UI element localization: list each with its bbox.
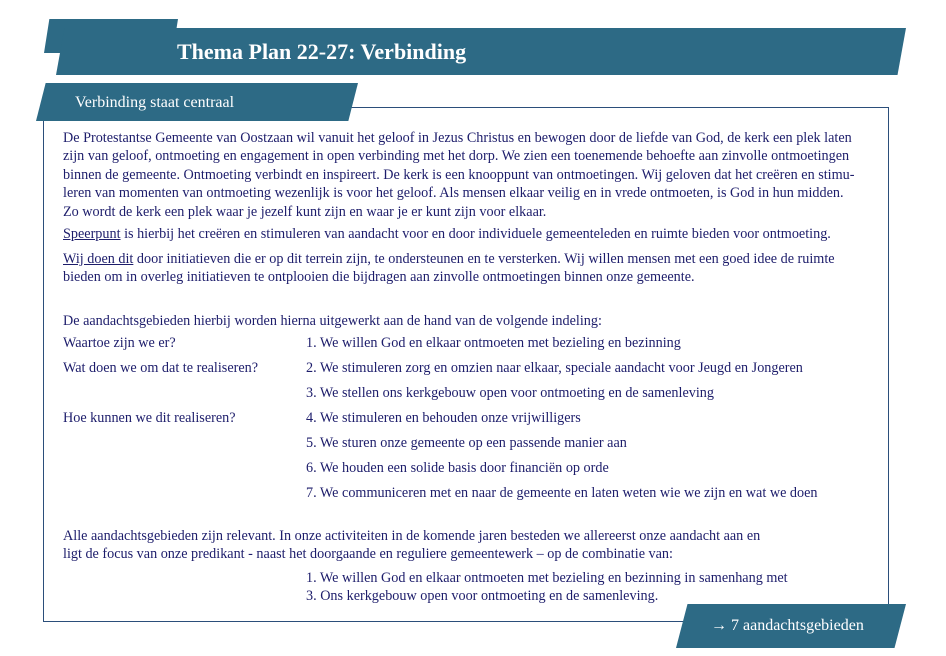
intro-line: De Protestantse Gemeente van Oostzaan wil vanuit het geloof in Jezus Christus en bewogen door de liefde van God, de kerk een plek laten [63,130,852,146]
intro-line: zijn van geloof, ontmoeting en engagement in open verbinding met het dorp. We zien een toenemende behoefte aan zinvolle ontmoetingen [63,148,850,165]
indeling-intro: De aandachtsgebieden hierbij worden hierna uitgewerkt aan de hand van de volgende indeling: [63,313,602,329]
area-item: 5. We sturen onze gemeente op een passende manier aan [306,435,627,451]
conclusion-line: ligt de focus van onze predikant - naast het doorgaande en reguliere gemeentewerk – op de combinatie van: [63,546,673,563]
intro-line: leren van momenten van ontmoeting wezenlijk is voor het geloof. Als mensen elkaar veilig en in vrede ontmoeten, is God in hun midden. [63,185,844,202]
aandachtsgebieden-button-label[interactable]: → 7 aandachtsgebieden [711,617,864,634]
question-waartoe: Waartoe zijn we er? [63,335,176,351]
section-label: Verbinding staat centraal [75,94,235,111]
question-hoe: Hoe kunnen we dit realiseren? [63,410,236,426]
area-item: 3. We stellen ons kerkgebouw open voor ontmoeting en de samenleving [306,385,714,401]
wij-doen-text-line2: bieden om in overleg initiatieven te ontplooien die bijdragen aan zinvolle ontmoetingen binnen onze gemeente. [63,269,695,286]
speerpunt-text: is hierbij het creëren en stimuleren van aandacht voor en door individuele gemeenteleden en ruimte bieden voor ontmoeting. [120,226,831,242]
intro-line: binnen de gemeente. Ontmoeting verbindt en inspireert. De kerk is een knooppunt van ontmoetingen. Wij geloven dat het creëren en stimu- [63,166,855,183]
speerpunt-paragraph [63,225,885,243]
area-item: 2. We stimuleren zorg en omzien naar elkaar, speciale aandacht voor Jeugd en Jongeren [306,360,803,376]
area-item: 4. We stimuleren en behouden onze vrijwilligers [306,410,581,426]
conclusion-line: Alle aandachtsgebieden zijn relevant. In onze activiteiten in de komende jaren besteden we allereerst onze aandacht aan en [63,528,761,544]
area-item: 6. We houden een solide basis door financiën op orde [306,460,609,476]
area-item: 1. We willen God en elkaar ontmoeten met bezieling en bezinning [306,335,681,351]
wij-doen-term: Wij doen dit [63,251,134,267]
question-wat: Wat doen we om dat te realiseren? [63,360,259,376]
wij-doen-text: door initiatieven die er op dit terrein zijn, te ondersteunen en te versterken. Wij willen mensen met een goed idee de ruimte [133,251,835,267]
conclusion-paragraph [63,527,885,564]
area-item: 7. We communiceren met en naar de gemeente en laten weten wie we zijn en wat we doen [306,485,818,501]
wij-doen-paragraph [63,250,885,287]
page-title: Thema Plan 22-27: Verbinding [177,39,467,64]
focus-item: 1. We willen God en elkaar ontmoeten met bezieling en bezinning in samenhang met [306,570,788,586]
intro-line: Zo wordt de kerk een plek waar je jezelf kunt zijn en waar je er kunt zijn voor elkaar. [63,203,547,220]
focus-item: 3. Ons kerkgebouw open voor ontmoeting en de samenleving. [306,588,659,604]
intro-paragraph [63,129,885,221]
speerpunt-term: Speerpunt [63,226,121,242]
